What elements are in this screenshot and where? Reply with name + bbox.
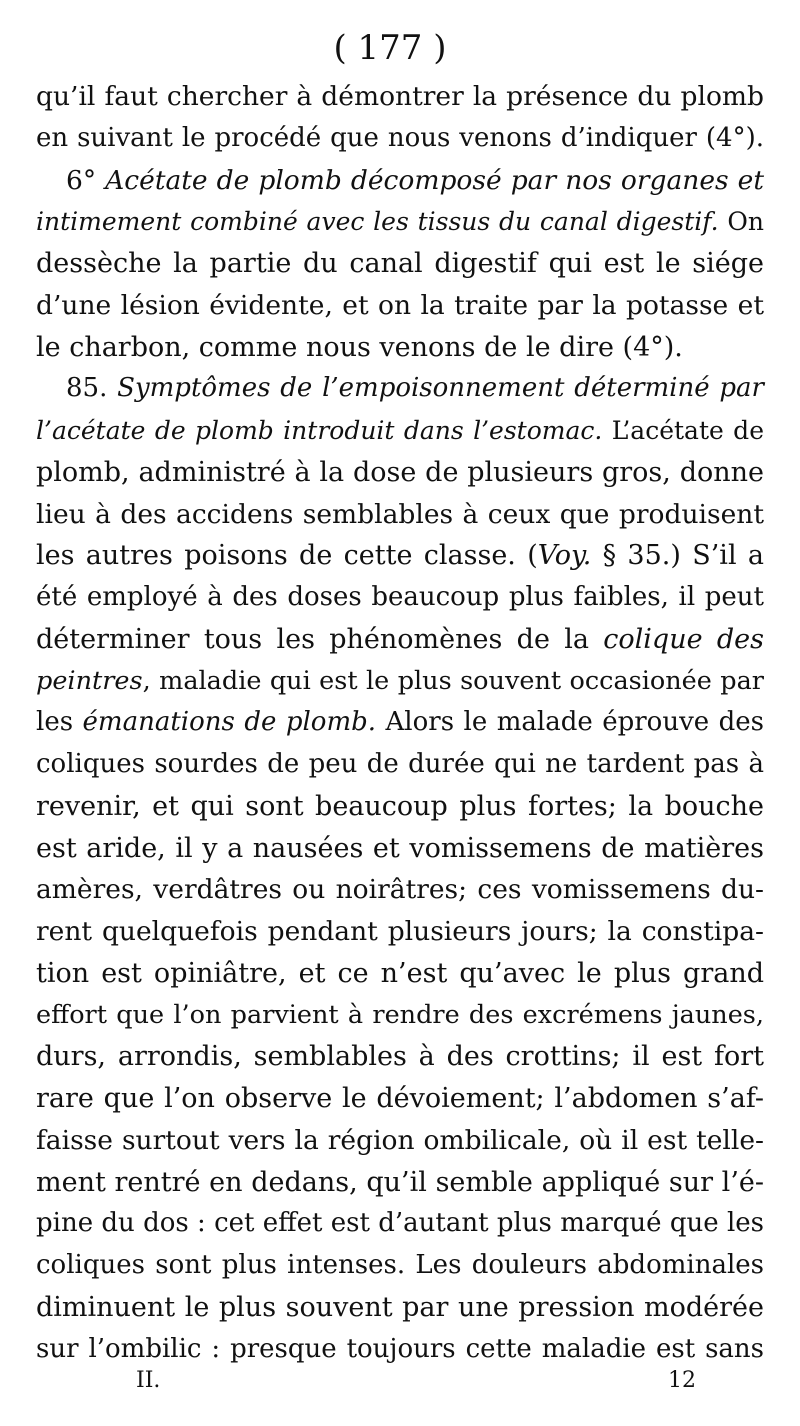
text-run: durs, arrondis, semblables à des crottins; il est fort bbox=[36, 1041, 764, 1073]
text-run: est aride, il y a nausées et vomissemens de matières bbox=[36, 832, 764, 864]
text-run: rent quelquefois pendant plusieurs jours; la constipa- bbox=[36, 916, 764, 947]
text-run: effort que l’on parvient à rendre des excrémens jaunes, bbox=[36, 999, 764, 1030]
text-line bbox=[36, 786, 764, 828]
text-line bbox=[36, 995, 764, 1037]
text-line bbox=[36, 76, 764, 118]
text-line bbox=[36, 702, 764, 744]
text-run: revenir, et qui sont beaucoup plus fortes; la bouche bbox=[36, 790, 764, 822]
text-line bbox=[36, 577, 764, 619]
text-run: lieu à des accidens semblables à ceux que produisent bbox=[36, 498, 764, 530]
page-number: ( 177 ) bbox=[333, 28, 447, 68]
text-line bbox=[36, 1078, 764, 1120]
text-run: coliques sourdes de peu de durée qui ne tardent pas à bbox=[36, 749, 764, 779]
text-run: sur l’ombilic : presque toujours cette maladie est sans bbox=[36, 1333, 764, 1364]
text-line bbox=[36, 368, 764, 410]
text-run: tion est opiniâtre, et ce n’est qu’avec le plus grand bbox=[36, 957, 764, 989]
text-run: ment rentré en dedans, qu’il semble appliqué sur l’é- bbox=[36, 1166, 764, 1198]
text-line bbox=[36, 1329, 764, 1371]
text-run: le charbon, comme nous venons de le dire (4°). bbox=[36, 331, 683, 363]
text-line bbox=[36, 1162, 764, 1204]
italic-run: émanations de plomb. bbox=[82, 707, 377, 738]
text-line bbox=[36, 1287, 764, 1329]
text-run: rare que l’on observe le dévoiement; l’abdomen s’af- bbox=[36, 1083, 764, 1114]
text-run: d’une lésion évidente, et on la traite par la potasse et bbox=[36, 289, 764, 321]
body-text bbox=[36, 76, 764, 1370]
text-line bbox=[36, 1120, 764, 1162]
text-run: qu’il faut chercher à démontrer la présence du plomb bbox=[36, 81, 764, 112]
signature-mark: II. bbox=[136, 1368, 161, 1393]
text-line bbox=[36, 828, 764, 870]
text-line bbox=[36, 744, 764, 786]
text-line bbox=[36, 1036, 764, 1078]
text-run: § 35.) S’il a bbox=[591, 540, 765, 572]
gathering-number: 12 bbox=[668, 1368, 696, 1393]
italic-run: peintres bbox=[36, 665, 143, 696]
text-line bbox=[36, 661, 764, 703]
text-line bbox=[36, 285, 764, 327]
text-line bbox=[36, 410, 764, 452]
text-line bbox=[36, 160, 764, 202]
text-line bbox=[36, 953, 764, 995]
text-line bbox=[36, 201, 764, 243]
text-line bbox=[36, 535, 764, 577]
text-line bbox=[36, 452, 764, 494]
text-run: 6° bbox=[66, 164, 106, 196]
text-run: coliques sont plus intenses. Les douleurs abdominales bbox=[36, 1250, 764, 1280]
text-run: plomb, administré à la dose de plusieurs gros, donne bbox=[36, 456, 764, 488]
italic-run: Acétate de plomb décomposé par nos organes et bbox=[105, 164, 764, 196]
text-run: été employé à des doses beaucoup plus faibles, il peut bbox=[36, 582, 764, 612]
text-line bbox=[36, 1203, 764, 1245]
text-run: pine du dos : cet effet est d’autant plus marqué que les bbox=[36, 1208, 764, 1239]
text-run: les bbox=[36, 707, 83, 738]
italic-run: colique des bbox=[603, 623, 765, 655]
text-run: 85. bbox=[66, 373, 118, 404]
text-run: amères, verdâtres ou noirâtres; ces vomissemens du- bbox=[36, 874, 764, 906]
text-run: les autres poisons de cette classe. ( bbox=[36, 540, 538, 572]
italic-run: Voy. bbox=[537, 540, 592, 572]
text-run: faisse surtout vers la région ombilicale, où il est telle- bbox=[36, 1124, 764, 1156]
text-run: , maladie qui est le plus souvent occasionée par bbox=[142, 665, 764, 696]
text-line bbox=[36, 619, 764, 661]
page-footer bbox=[0, 1366, 800, 1396]
text-line bbox=[36, 243, 764, 285]
text-run: Alors le malade éprouve des bbox=[376, 707, 765, 738]
text-line bbox=[36, 327, 764, 369]
text-line bbox=[36, 869, 764, 911]
text-line bbox=[36, 494, 764, 536]
text-line bbox=[36, 911, 764, 953]
text-run: L’acétate de bbox=[602, 416, 764, 445]
text-run: dessèche la partie du canal digestif qui est le siége bbox=[36, 248, 764, 279]
italic-run: l’acétate de plomb introduit dans l’estomac. bbox=[36, 416, 603, 445]
text-run: On bbox=[718, 207, 765, 237]
text-line bbox=[36, 1245, 764, 1287]
italic-run: intimement combiné avec les tissus du canal digestif. bbox=[36, 207, 719, 237]
text-run: en suivant le procédé que nous venons d’indiquer (4°). bbox=[36, 122, 764, 153]
text-line bbox=[36, 118, 764, 160]
italic-run: Symptômes de l’empoisonnement déterminé par bbox=[117, 373, 764, 404]
text-run: diminuent le plus souvent par une pression modérée bbox=[36, 1291, 764, 1323]
text-run: déterminer tous les phénomènes de la bbox=[36, 623, 604, 655]
